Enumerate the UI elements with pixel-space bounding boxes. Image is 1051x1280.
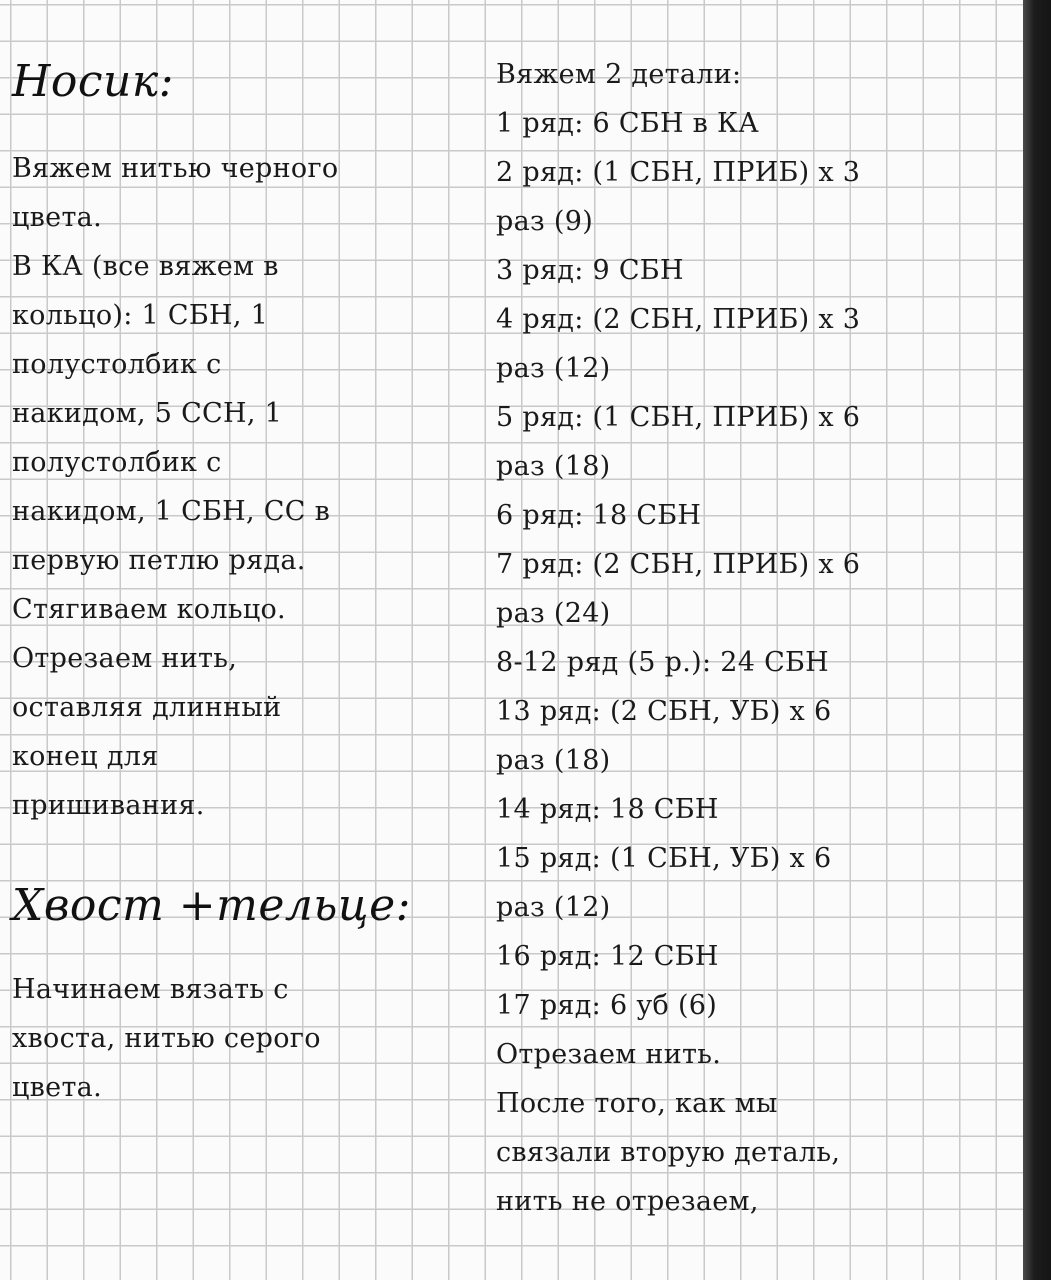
text-line: нить не отрезаем, bbox=[496, 1186, 759, 1217]
row-instruction: раз (24) bbox=[496, 598, 611, 629]
row-instruction: 14 ряд: 18 СБН bbox=[496, 794, 719, 825]
text-line: первую петлю ряда. bbox=[12, 545, 306, 576]
row-instruction: 17 ряд: 6 уб (6) bbox=[496, 990, 718, 1021]
right-column bbox=[496, 50, 996, 1226]
text-line: конец для bbox=[12, 741, 159, 772]
row-instruction: 6 ряд: 18 СБН bbox=[496, 500, 702, 531]
text-line: Начинаем вязать с bbox=[12, 974, 289, 1005]
page-edge-shadow bbox=[1023, 0, 1051, 1280]
text-line: пришивания. bbox=[12, 790, 205, 821]
row-instruction: 7 ряд: (2 СБН, ПРИБ) х 6 bbox=[496, 549, 861, 580]
row-instruction: 5 ряд: (1 СБН, ПРИБ) х 6 bbox=[496, 402, 861, 433]
text-line: кольцо): 1 СБН, 1 bbox=[12, 300, 269, 331]
row-instruction: 8-12 ряд (5 р.): 24 СБН bbox=[496, 647, 830, 678]
tail-instructions bbox=[12, 965, 432, 1112]
nose-heading: Носик: bbox=[12, 56, 174, 107]
tail-heading: Хвост +тельце: bbox=[12, 880, 411, 931]
text-line: цвета. bbox=[12, 1072, 102, 1103]
row-instruction: раз (9) bbox=[496, 206, 594, 237]
row-instruction: 4 ряд: (2 СБН, ПРИБ) х 3 bbox=[496, 304, 861, 335]
row-instruction: раз (18) bbox=[496, 451, 611, 482]
row-instruction: 13 ряд: (2 СБН, УБ) х 6 bbox=[496, 696, 832, 727]
row-instruction: раз (18) bbox=[496, 745, 611, 776]
text-line: Отрезаем нить, bbox=[12, 643, 238, 674]
row-instruction: 2 ряд: (1 СБН, ПРИБ) х 3 bbox=[496, 157, 861, 188]
text-line: Отрезаем нить. bbox=[496, 1039, 722, 1070]
text-line: цвета. bbox=[12, 202, 102, 233]
text-line: накидом, 1 СБН, СС в bbox=[12, 496, 331, 527]
text-line: Стягиваем кольцо. bbox=[12, 594, 286, 625]
text-line: Вяжем 2 детали: bbox=[496, 59, 742, 90]
text-line: Вяжем нитью черного bbox=[12, 153, 339, 184]
text-line: В КА (все вяжем в bbox=[12, 251, 279, 282]
text-line: оставляя длинный bbox=[12, 692, 282, 723]
row-instruction: 16 ряд: 12 СБН bbox=[496, 941, 719, 972]
row-instruction: раз (12) bbox=[496, 892, 611, 923]
row-instruction: 1 ряд: 6 СБН в КА bbox=[496, 108, 759, 139]
row-instruction: раз (12) bbox=[496, 353, 611, 384]
text-line: связали вторую деталь, bbox=[496, 1137, 841, 1168]
text-line: накидом, 5 ССН, 1 bbox=[12, 398, 283, 429]
text-line: хвоста, нитью серого bbox=[12, 1023, 321, 1054]
nose-instructions bbox=[12, 144, 432, 830]
text-line: После того, как мы bbox=[496, 1088, 778, 1119]
text-line: полустолбик с bbox=[12, 349, 222, 380]
text-line: полустолбик с bbox=[12, 447, 222, 478]
row-instruction: 15 ряд: (1 СБН, УБ) х 6 bbox=[496, 843, 832, 874]
row-instruction: 3 ряд: 9 СБН bbox=[496, 255, 684, 286]
